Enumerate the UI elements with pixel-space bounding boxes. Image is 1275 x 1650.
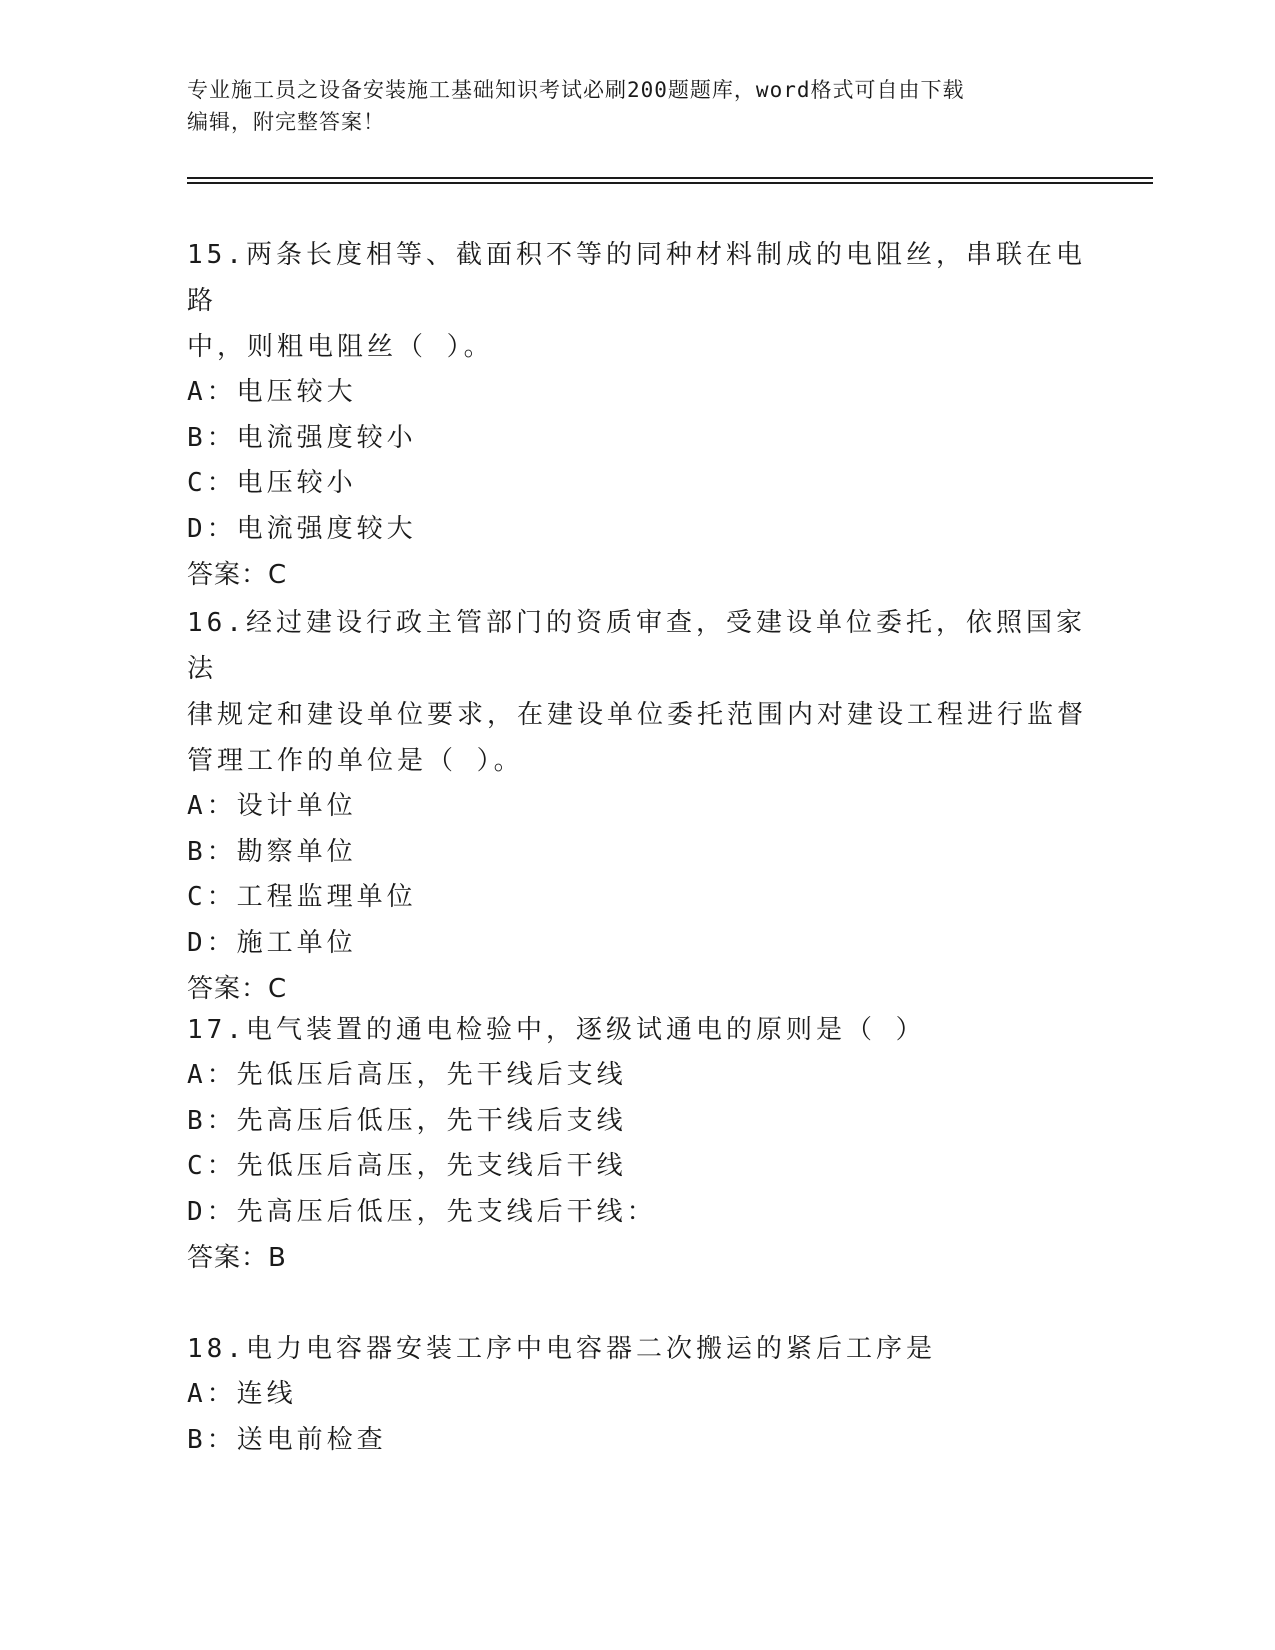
question-stem-line: 17.电气装置的通电检验中，逐级试通电的原则是（ ） (187, 1015, 926, 1045)
answer-line: 答案：C (187, 974, 288, 1004)
question-16 (187, 600, 1087, 1012)
answer-line: 答案：B (187, 1243, 287, 1273)
option-a: A：先低压后高压，先干线后支线 (187, 1060, 627, 1090)
question-15 (187, 232, 1087, 598)
header-divider-bottom (187, 182, 1153, 184)
question-stem-line: 律规定和建设单位要求，在建设单位委托范围内对建设工程进行监督 (187, 700, 1088, 730)
option-a: A：设计单位 (187, 791, 357, 821)
answer-line: 答案：C (187, 560, 288, 590)
option-d: D：电流强度较大 (187, 513, 417, 544)
header-divider-top (187, 177, 1153, 179)
option-b: B：勘察单位 (187, 836, 357, 867)
option-d: D：先高压后低压，先支线后干线： (187, 1196, 657, 1227)
header-line-1: 专业施工员之设备安装施工基础知识考试必刷200题题库，word格式可自由下载 (187, 78, 965, 102)
question-stem-line: 管理工作的单位是（ ）。 (187, 746, 524, 776)
question-stem-line: 16.经过建设行政主管部门的资质审查，受建设单位委托，依照国家法 (187, 608, 1086, 684)
option-b: B：先高压后低压，先干线后支线 (187, 1105, 627, 1136)
option-c: C：电压较小 (187, 468, 357, 498)
option-c: C：工程监理单位 (187, 882, 417, 912)
question-stem-line: 中，则粗电阻丝（ ）。 (187, 332, 494, 362)
document-header (187, 74, 1087, 138)
option-b: B：电流强度较小 (187, 422, 417, 453)
option-a: A：电压较大 (187, 377, 357, 407)
header-line-2: 编辑，附完整答案！ (187, 110, 385, 134)
question-stem-line: 15.两条长度相等、截面积不等的同种材料制成的电阻丝，串联在电路 (187, 240, 1086, 316)
option-d: D：施工单位 (187, 927, 357, 958)
option-a: A：连线 (187, 1379, 297, 1409)
question-17 (187, 1007, 1087, 1281)
question-stem-line: 18.电力电容器安装工序中电容器二次搬运的紧后工序是 (187, 1334, 936, 1364)
question-18 (187, 1326, 1087, 1463)
option-b: B：送电前检查 (187, 1424, 387, 1455)
option-c: C：先低压后高压，先支线后干线 (187, 1151, 627, 1181)
